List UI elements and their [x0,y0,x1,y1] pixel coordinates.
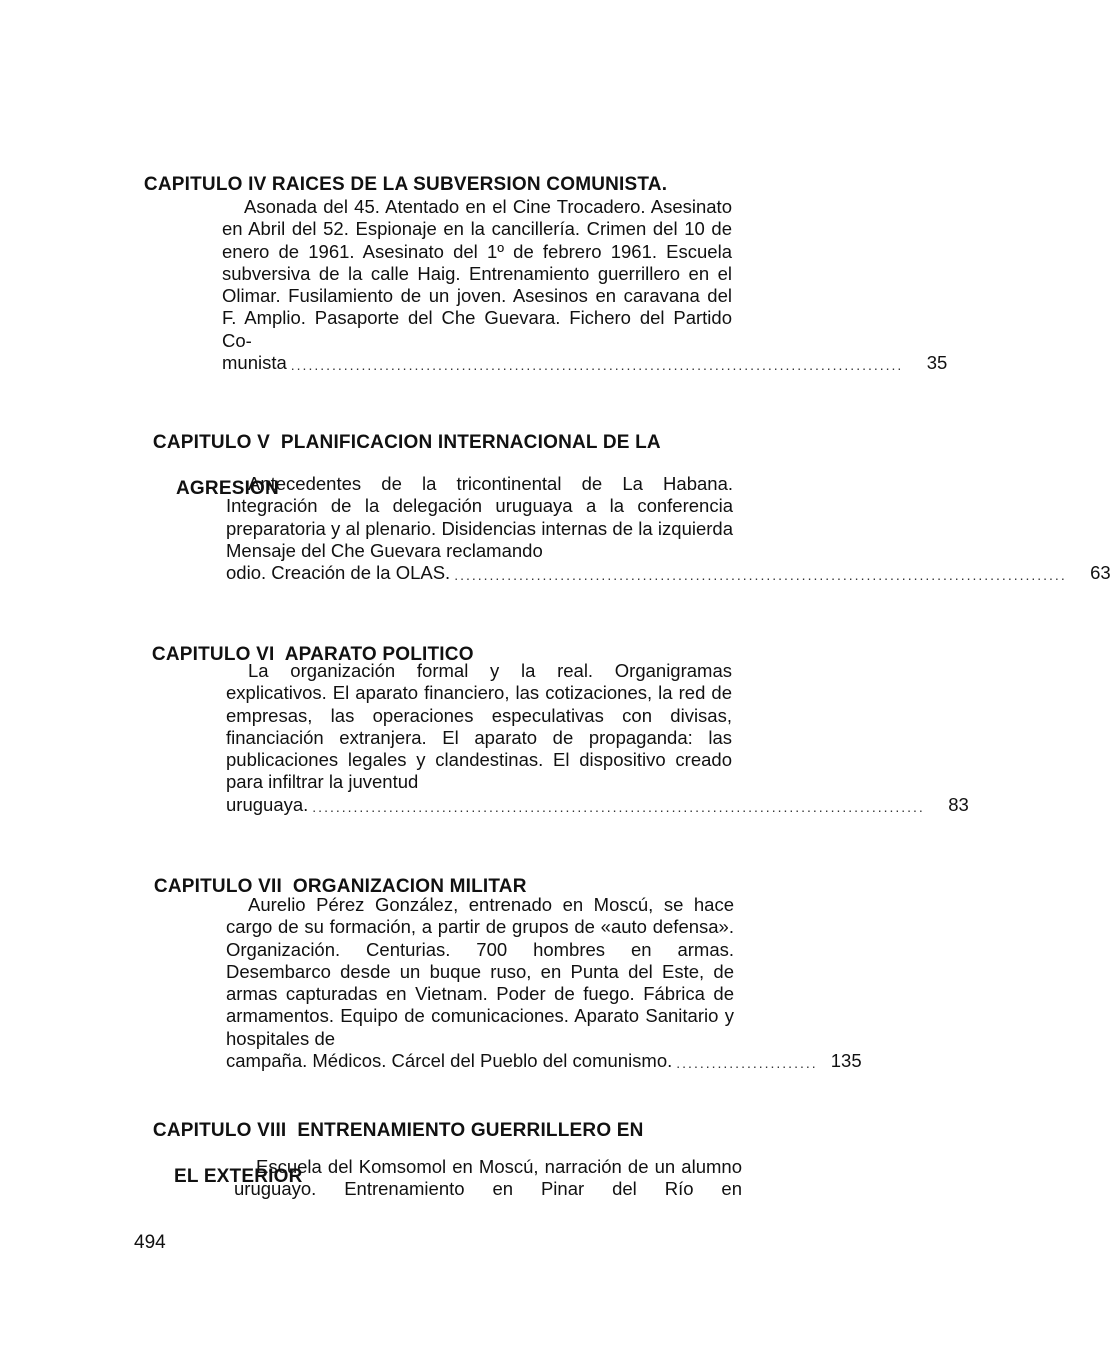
description-text: Escuela del Komsomol en Moscú, narración de un alumno uruguayo. Entrenamiento en Pinar del Río en [234,1156,742,1200]
description-last-line: odio. Creación de la OLAS. [226,562,451,584]
chapter-description [226,473,1111,584]
chapter-description [226,894,862,1072]
toc-line [222,352,948,374]
page-number: 35 [926,352,948,374]
page-number: 135 [830,1050,862,1072]
chapter-description [234,1156,742,1201]
leader-dots: ........................ [676,1055,818,1072]
description-text: La organización formal y la real. Organigramas explicativos. El aparato financiero, las cotizaciones, la red de empresas, las operaciones especulativas con divisas, financiación extranjera. El aparato de propaganda: las publicaciones legales y clandestinas. El dispositivo creado para infiltrar la juventud [226,660,732,793]
description-text: Aurelio Pérez González, entrenado en Moscú, se hace cargo de su formación, a partir de grupos de «auto defensa». Organización. Centurias. 700 hombres en armas. Desembarco desde un buque ruso, en Punta del Este, de armas capturadas en Vietnam. Poder de fuego. Fábrica de armamentos. Equipo de comunicaciones. Aparato Sanitario y hospitales de [226,894,734,1049]
chapter-title-continued: EL EXTERIOR [174,1166,303,1187]
page-number: 83 [948,793,969,815]
page-number: 63 [1090,562,1111,584]
page-folio: 494 [134,1232,166,1253]
description-last-line: campaña. Médicos. Cárcel del Pueblo del comunismo. [226,1050,673,1072]
chapter-description [222,196,948,374]
chapter-title: CAPITULO IV RAICES DE LA SUBVERSION COMUNISTA. [143,174,668,195]
toc-line [226,793,969,816]
description-text: Antecedentes de la tricontinental de La Habana. Integración de la delegación uruguaya a la conferencia preparatoria y al plenario. Disidencias internas de la izquierda Mensaje del Che Guevara reclamando [226,473,733,561]
leader-dots: ........................................................................................................ [290,357,904,374]
leader-dots: ........................................................................................................ [454,567,1067,584]
description-text: Asonada del 45. Atentado en el Cine Trocadero. Asesinato en Abril del 52. Espionaje en la cancillería. Crimen del 10 de enero de 1961. Asesinato del 1º de febrero 1961. Escuela subversiva de la calle Haig. Entrenamiento guerrillero en el Olimar. Fusilamiento de un joven. Asesinos en caravana del F. Amplio. Pasaporte del Che Guevara. Fichero del Partido Co- [222,196,732,351]
chapter-title: CAPITULO V PLANIFICACION INTERNACIONAL DE LA [152,432,661,453]
chapter-title: CAPITULO VIII ENTRENAMIENTO GUERRILLERO EN [152,1120,644,1141]
chapter-description [226,660,969,816]
description-last-line: munista [222,352,287,374]
chapter-title: CAPITULO VI APARATO POLITICO [151,644,474,665]
description-last-line: uruguaya. [226,793,309,815]
toc-line [226,1050,862,1072]
leader-dots: ........................................................................................................ [312,799,925,816]
chapter-title-continued: AGRESION [176,478,279,499]
chapter-title: CAPITULO VII ORGANIZACION MILITAR [153,876,527,897]
toc-line [226,562,1111,584]
